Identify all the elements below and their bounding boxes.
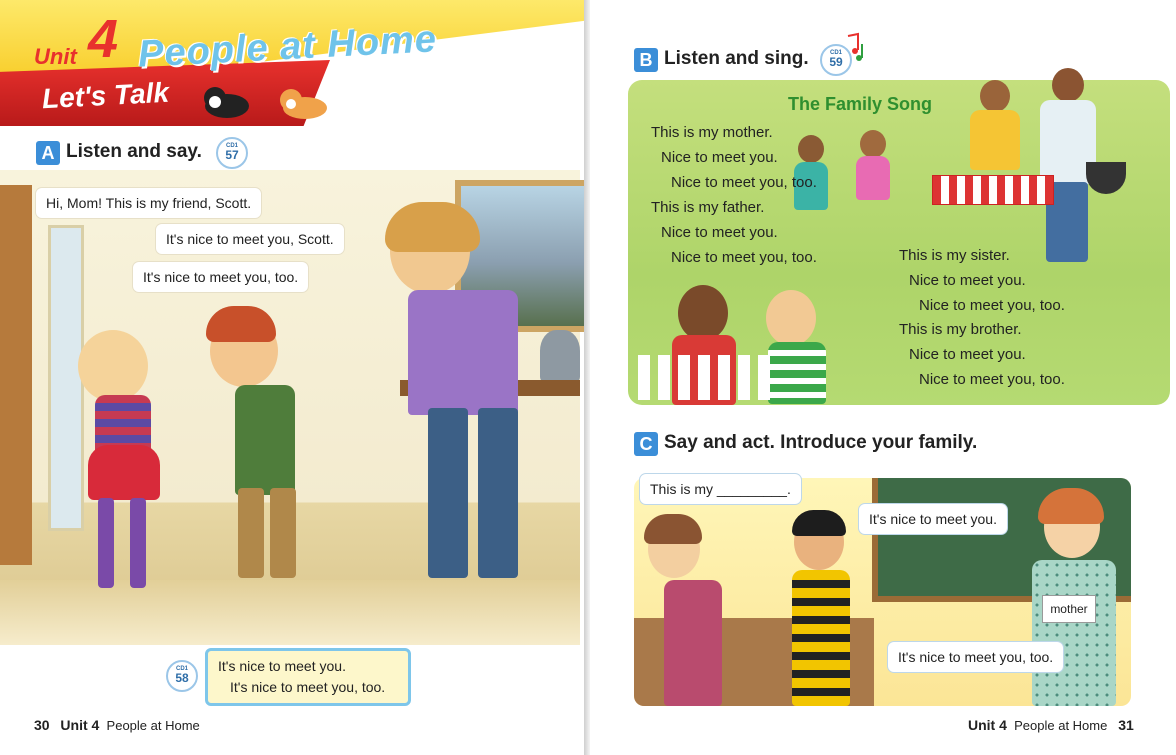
unit-number: 4 [88,9,119,69]
speech-bubble-intro: Hi, Mom! This is my friend, Scott. [36,188,261,218]
cats-illustration [195,80,335,122]
footer-unit: Unit 4 [968,717,1007,733]
left-page [0,0,584,755]
practice-box [205,648,411,706]
song-line: This is my sister. [899,247,1010,264]
speech-bubble-nice: It's nice to meet you. [859,504,1007,534]
footer-title: People at Home [106,718,200,733]
footer-unit: Unit 4 [60,717,100,733]
section-c-badge: C [634,432,658,456]
section-a-title: Listen and say. [66,141,202,162]
practice-line-1: It's nice to meet you. [218,658,346,674]
song-line: Nice to meet you, too. [919,297,1065,314]
song-line: Nice to meet you, too. [919,371,1065,388]
song-line: Nice to meet you. [661,149,778,166]
cd-track-badge-59[interactable]: CD1 59 [820,44,852,76]
section-c-title: Say and act. Introduce your family. [664,432,978,453]
speech-bubble-scott: It's nice to meet you, too. [133,262,308,292]
song-sister-figure [860,130,886,158]
fence [638,355,778,400]
right-footer [968,717,1134,733]
song-line: Nice to meet you. [909,346,1026,363]
speech-bubble-introduce: This is my _________. [640,474,801,504]
left-footer [34,717,200,733]
footer-title: People at Home [1014,718,1108,733]
door [0,185,32,565]
practice-line-2: It's nice to meet you, too. [230,679,386,695]
song-mother-figure [980,80,1010,112]
window [48,225,84,531]
song-line: This is my brother. [899,321,1022,338]
song-line: Nice to meet you. [909,272,1026,289]
unit-title: People at Home [137,18,438,76]
section-b-title: Listen and sing. [664,48,809,69]
page-number: 30 [34,717,50,733]
floor [0,580,580,645]
song-title: The Family Song [788,94,933,114]
song-line: This is my mother. [651,124,773,141]
vase [540,330,580,382]
page-number: 31 [1118,717,1134,733]
song-friend-front [766,290,816,346]
section-b-badge: B [634,48,658,72]
song-line: This is my father. [651,199,765,216]
song-boy-front [678,285,728,341]
song-father-figure [1052,68,1084,102]
name-tag: mother [1042,595,1096,623]
cd-track-badge-58[interactable]: CD1 58 [166,660,198,692]
song-line: Nice to meet you, too. [671,249,817,266]
section-a-badge: A [36,141,60,165]
unit-label: Unit [34,44,77,69]
speech-bubble-mom: It's nice to meet you, Scott. [156,224,344,254]
cd-track-badge-57[interactable]: CD1 57 [216,137,248,169]
right-page [590,0,1176,755]
music-note-icon [842,32,868,62]
picnic-table [932,175,1054,205]
song-line: Nice to meet you. [661,224,778,241]
song-line: Nice to meet you, too. [671,174,817,191]
lesson-title: Let's Talk [41,76,170,115]
song-brother-figure [798,135,824,163]
speech-bubble-nice-too: It's nice to meet you, too. [888,642,1063,672]
